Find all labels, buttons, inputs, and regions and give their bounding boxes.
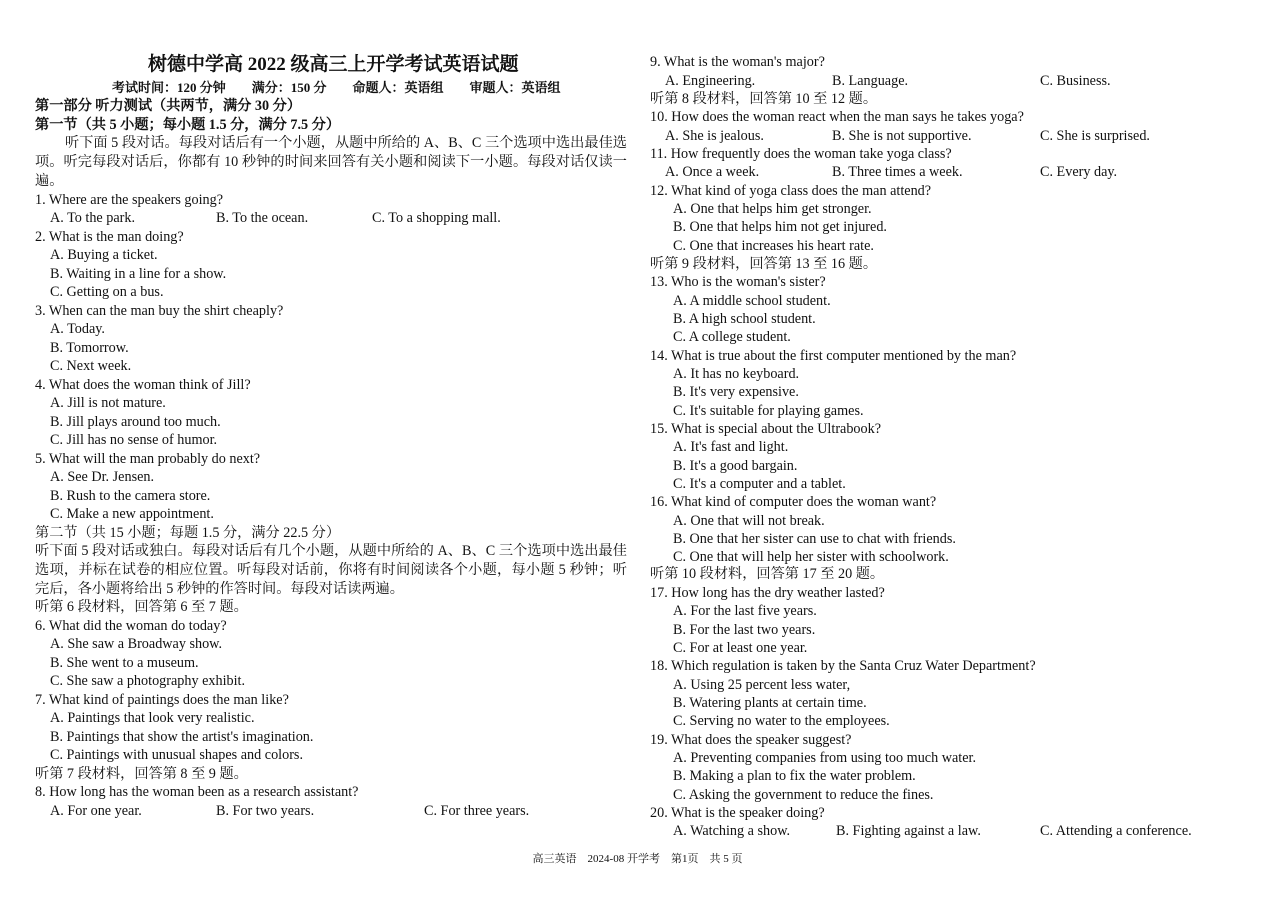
option-c: C. Next week. xyxy=(50,358,132,374)
option-a: A. For the last five years. xyxy=(673,603,817,619)
option-b: B. One that her sister can use to chat with friends. xyxy=(673,531,956,547)
option-c: C. Serving no water to the employees. xyxy=(673,713,890,729)
option-c: C. Make a new appointment. xyxy=(50,506,214,522)
option-c: C. One that increases his heart rate. xyxy=(673,238,874,254)
material-heading: 听第 6 段材料，回答第 6 至 7 题。 xyxy=(35,599,248,615)
section1-instructions: 听下面 5 段对话。每段对话后有一个小题，从题中所给的 A、B、C 三个选项中选出最佳选项。听完每段对话后，你都有 10 秒钟的时间来回答有关小题和阅读下一小题。每段对话仅读一遍。 xyxy=(35,135,627,189)
option-a: A. One that will not break. xyxy=(673,513,825,529)
option-c: C. Getting on a bus. xyxy=(50,284,164,300)
question-stem: 3. When can the man buy the shirt cheaply? xyxy=(35,303,284,319)
question-stem: 14. What is true about the first computer mentioned by the man? xyxy=(650,348,1017,364)
option-a: A. She is jealous. xyxy=(665,128,764,144)
question-stem: 11. How frequently does the woman take yoga class? xyxy=(650,146,952,162)
option-a: A. Paintings that look very realistic. xyxy=(50,710,255,726)
option-b: B. Three times a week. xyxy=(832,164,963,180)
question-stem: 8. How long has the woman been as a research assistant? xyxy=(35,784,359,800)
option-a: A. It's fast and light. xyxy=(673,439,789,455)
option-a: A. For one year. xyxy=(50,803,142,819)
option-c: C. Attending a conference. xyxy=(1040,823,1192,839)
question-stem: 19. What does the speaker suggest? xyxy=(650,732,852,748)
question-options-row xyxy=(35,209,610,227)
option-b: B. Rush to the camera store. xyxy=(50,488,211,504)
option-b: B. Watering plants at certain time. xyxy=(673,695,867,711)
option-b: B. Making a plan to fix the water problem. xyxy=(673,768,916,784)
material-heading: 听第 9 段材料，回答第 13 至 16 题。 xyxy=(650,256,878,272)
question-stem: 20. What is the speaker doing? xyxy=(650,805,825,821)
material-heading: 听第 7 段材料，回答第 8 至 9 题。 xyxy=(35,766,248,782)
option-a: A. Engineering. xyxy=(665,73,756,89)
question-stem: 9. What is the woman's major? xyxy=(650,54,825,70)
option-c: C. To a shopping mall. xyxy=(372,210,501,226)
option-c: C. Asking the government to reduce the fines. xyxy=(673,787,934,803)
option-c: C. For three years. xyxy=(424,803,530,819)
option-a: A. She saw a Broadway show. xyxy=(50,636,223,652)
section1-heading: 第一节（共 5 小题；每小题 1.5 分，满分 7.5 分） xyxy=(35,117,341,133)
option-c: C. She is surprised. xyxy=(1040,128,1150,144)
section2-heading: 第二节（共 15 小题；每题 1.5 分，满分 22.5 分） xyxy=(35,525,341,541)
option-a: A. To the park. xyxy=(50,210,136,226)
option-a: A. Using 25 percent less water, xyxy=(673,677,851,693)
exam-meta: 考试时间：120 分钟 满分：150 分 命题人：英语组 审题人：英语组 xyxy=(112,80,561,95)
option-a: A. Buying a ticket. xyxy=(50,247,158,263)
question-stem: 15. What is special about the Ultrabook? xyxy=(650,421,882,437)
option-c: C. She saw a photography exhibit. xyxy=(50,673,246,689)
option-a: A. Today. xyxy=(50,321,105,337)
option-b: B. A high school student. xyxy=(673,311,816,327)
page-title: 树德中学高 2022 级高三上开学考试英语试题 xyxy=(148,54,519,75)
option-b: B. Jill plays around too much. xyxy=(50,414,221,430)
option-a: A. Preventing companies from using too much water. xyxy=(673,750,977,766)
part1-heading: 第一部分 听力测试（共两节，满分 30 分） xyxy=(35,98,302,114)
option-c: C. It's a computer and a tablet. xyxy=(673,476,846,492)
option-b: B. For two years. xyxy=(216,803,315,819)
option-c: C. Jill has no sense of humor. xyxy=(50,432,218,448)
question-stem: 4. What does the woman think of Jill? xyxy=(35,377,251,393)
option-c: C. It's suitable for playing games. xyxy=(673,403,864,419)
option-a: A. Jill is not mature. xyxy=(50,395,166,411)
question-options-row xyxy=(650,163,1210,181)
question-stem: 12. What kind of yoga class does the man attend? xyxy=(650,183,932,199)
question-stem: 2. What is the man doing? xyxy=(35,229,184,245)
material-heading: 听第 8 段材料，回答第 10 至 12 题。 xyxy=(650,91,878,107)
option-c: C. Paintings with unusual shapes and colors. xyxy=(50,747,303,763)
option-b: B. To the ocean. xyxy=(216,210,309,226)
option-b: B. Tomorrow. xyxy=(50,340,129,356)
option-c: C. For at least one year. xyxy=(673,640,808,656)
option-a: A. One that helps him get stronger. xyxy=(673,201,872,217)
question-stem: 10. How does the woman react when the man says he takes yoga? xyxy=(650,109,1024,125)
option-b: B. For the last two years. xyxy=(673,622,816,638)
option-a: A. It has no keyboard. xyxy=(673,366,800,382)
option-b: B. Paintings that show the artist's imagination. xyxy=(50,729,314,745)
option-b: B. Waiting in a line for a show. xyxy=(50,266,227,282)
question-options-row xyxy=(650,822,1230,840)
material-heading: 听第 10 段材料，回答第 17 至 20 题。 xyxy=(650,566,885,582)
option-b: B. Language. xyxy=(832,73,909,89)
question-stem: 7. What kind of paintings does the man like? xyxy=(35,692,289,708)
question-stem: 16. What kind of computer does the woman want? xyxy=(650,494,937,510)
question-stem: 17. How long has the dry weather lasted? xyxy=(650,585,885,601)
question-stem: 18. Which regulation is taken by the Santa Cruz Water Department? xyxy=(650,658,1036,674)
option-b: B. Fighting against a law. xyxy=(836,823,981,839)
option-a: A. See Dr. Jensen. xyxy=(50,469,155,485)
page-footer: 高三英语 2024-08 开学考 第1页 共 5 页 xyxy=(532,853,743,865)
question-options-row xyxy=(650,72,1210,90)
option-b: B. It's very expensive. xyxy=(673,384,799,400)
option-b: B. One that helps him not get injured. xyxy=(673,219,887,235)
question-options-row xyxy=(650,127,1210,145)
question-stem: 13. Who is the woman's sister? xyxy=(650,274,826,290)
option-a: A. Once a week. xyxy=(665,164,760,180)
question-stem: 6. What did the woman do today? xyxy=(35,618,227,634)
question-stem: 1. Where are the speakers going? xyxy=(35,192,224,208)
section2-instructions: 听下面 5 段对话或独白。每段对话后有几个小题，从题中所给的 A、B、C 三个选项中选出最佳选项，并标在试卷的相应位置。听每段对话前，你将有时间阅读各个小题，每小题 5 秒钟；听完后，各小题将给出 5 秒钟的作答时间。每段对话读两遍。 xyxy=(35,543,627,597)
option-c: C. A college student. xyxy=(673,329,791,345)
option-c: C. Business. xyxy=(1040,73,1111,89)
option-b: B. She is not supportive. xyxy=(832,128,972,144)
option-c: C. Every day. xyxy=(1040,164,1118,180)
option-b: B. It's a good bargain. xyxy=(673,458,798,474)
option-c: C. One that will help her sister with schoolwork. xyxy=(673,549,949,565)
option-a: A. Watching a show. xyxy=(673,823,791,839)
question-stem: 5. What will the man probably do next? xyxy=(35,451,261,467)
option-a: A. A middle school student. xyxy=(673,293,831,309)
question-options-row xyxy=(35,802,595,820)
option-b: B. She went to a museum. xyxy=(50,655,199,671)
